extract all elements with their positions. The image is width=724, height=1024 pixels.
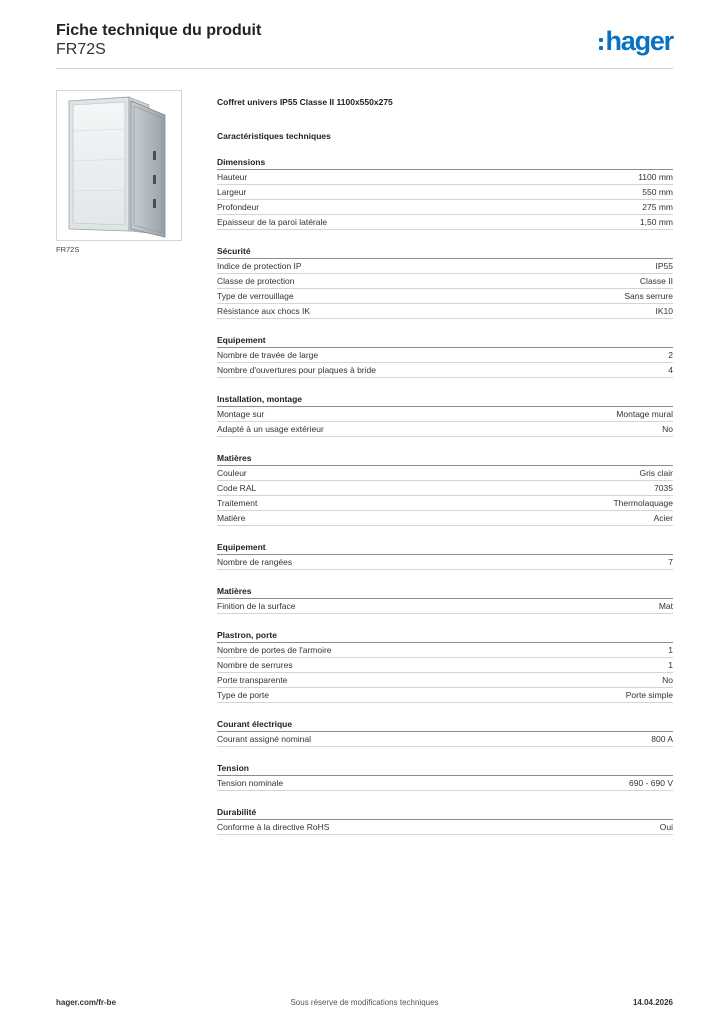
section-title: Plastron, porte <box>217 629 673 643</box>
spec-section <box>217 806 673 835</box>
spec-label: Classe de protection <box>217 276 295 286</box>
spec-label: Finition de la surface <box>217 601 296 611</box>
spec-row <box>217 422 673 437</box>
section-title: Dimensions <box>217 156 673 170</box>
footer-date: 14.04.2026 <box>632 998 673 1007</box>
spec-value: No <box>662 424 673 434</box>
spec-content <box>217 96 673 835</box>
spec-section <box>217 156 673 230</box>
spec-section <box>217 585 673 614</box>
product-description: Coffret univers IP55 Classe II 1100x550x275 <box>217 97 393 107</box>
spec-sections <box>217 156 673 835</box>
spec-label: Indice de protection IP <box>217 261 302 271</box>
spec-row <box>217 688 673 703</box>
document-title: Fiche technique du produit <box>56 22 262 39</box>
spec-row <box>217 555 673 570</box>
section-title: Sécurité <box>217 245 673 259</box>
spec-section <box>217 452 673 526</box>
spec-row <box>217 658 673 673</box>
spec-value: 1100 mm <box>638 172 673 182</box>
spec-row <box>217 348 673 363</box>
spec-row <box>217 496 673 511</box>
spec-row <box>217 732 673 747</box>
spec-value: 2 <box>668 350 673 360</box>
spec-row <box>217 200 673 215</box>
spec-value: 690 - 690 V <box>629 778 673 788</box>
spec-row <box>217 170 673 185</box>
page-footer <box>56 998 673 1010</box>
spec-section <box>217 334 673 378</box>
spec-label: Profondeur <box>217 202 260 212</box>
section-title: Matières <box>217 585 673 599</box>
spec-value: Montage mural <box>616 409 673 419</box>
spec-label: Type de verrouillage <box>217 291 294 301</box>
spec-section <box>217 541 673 570</box>
spec-label: Nombre de rangées <box>217 557 293 567</box>
spec-value: 4 <box>668 365 673 375</box>
spec-label: Adapté à un usage extérieur <box>217 424 324 434</box>
spec-label: Couleur <box>217 468 247 478</box>
spec-value: Porte simple <box>625 690 673 700</box>
spec-row <box>217 274 673 289</box>
spec-value: 7 <box>668 557 673 567</box>
section-title: Tension <box>217 762 673 776</box>
spec-row <box>217 776 673 791</box>
section-title: Equipement <box>217 334 673 348</box>
spec-label: Conforme à la directive RoHS <box>217 822 330 832</box>
section-title: Courant électrique <box>217 718 673 732</box>
spec-section <box>217 245 673 319</box>
enclosure-icon <box>57 91 181 240</box>
spec-value: IP55 <box>655 261 673 271</box>
spec-section <box>217 393 673 437</box>
section-title: Equipement <box>217 541 673 555</box>
logo-text: hager <box>605 26 673 56</box>
footer-disclaimer: Sous réserve de modifications techniques <box>290 998 439 1007</box>
spec-row <box>217 289 673 304</box>
spec-label: Type de porte <box>217 690 269 700</box>
section-title: Durabilité <box>217 806 673 820</box>
spec-label: Nombre d'ouvertures pour plaques à bride <box>217 365 376 375</box>
spec-value: 1,50 mm <box>639 217 673 227</box>
spec-section <box>217 718 673 747</box>
spec-label: Montage sur <box>217 409 265 419</box>
spec-value: Gris clair <box>639 468 673 478</box>
spec-value: IK10 <box>655 306 673 316</box>
spec-row <box>217 466 673 481</box>
spec-value: 1 <box>668 660 673 670</box>
characteristics-title: Caractéristiques techniques <box>217 131 331 141</box>
spec-label: Nombre de serrures <box>217 660 293 670</box>
hager-logo <box>599 26 673 56</box>
spec-value: 7035 <box>654 483 673 493</box>
spec-label: Courant assigné nominal <box>217 734 312 744</box>
spec-row <box>217 304 673 319</box>
spec-value: Mat <box>658 601 673 611</box>
spec-label: Hauteur <box>217 172 248 182</box>
logo-dots-icon <box>599 38 603 50</box>
spec-label: Nombre de travée de large <box>217 350 319 360</box>
spec-label: Matière <box>217 513 246 523</box>
spec-label: Epaisseur de la paroi latérale <box>217 217 328 227</box>
spec-row <box>217 363 673 378</box>
spec-value: 1 <box>668 645 673 655</box>
spec-label: Code RAL <box>217 483 257 493</box>
product-code: FR72S <box>56 41 106 58</box>
spec-label: Nombre de portes de l'armoire <box>217 645 332 655</box>
page-header <box>56 20 673 69</box>
spec-value: 550 mm <box>642 187 673 197</box>
product-image <box>56 90 182 241</box>
section-title: Matières <box>217 452 673 466</box>
image-caption: FR72S <box>56 245 80 254</box>
spec-value: Acier <box>653 513 673 523</box>
footer-website: hager.com/fr-be <box>56 998 117 1007</box>
spec-row <box>217 511 673 526</box>
spec-section <box>217 629 673 703</box>
spec-row <box>217 599 673 614</box>
section-title: Installation, montage <box>217 393 673 407</box>
spec-value: Classe II <box>639 276 673 286</box>
spec-value: 275 mm <box>642 202 673 212</box>
spec-row <box>217 407 673 422</box>
spec-row <box>217 259 673 274</box>
spec-label: Largeur <box>217 187 247 197</box>
spec-value: Oui <box>659 822 673 832</box>
spec-label: Porte transparente <box>217 675 288 685</box>
spec-label: Résistance aux chocs IK <box>217 306 311 316</box>
spec-value: Thermolaquage <box>613 498 673 508</box>
spec-label: Traitement <box>217 498 258 508</box>
spec-value: No <box>662 675 673 685</box>
spec-value: 800 A <box>651 734 673 744</box>
spec-section <box>217 762 673 791</box>
spec-label: Tension nominale <box>217 778 284 788</box>
spec-row <box>217 673 673 688</box>
spec-row <box>217 481 673 496</box>
spec-row <box>217 215 673 230</box>
spec-row <box>217 185 673 200</box>
spec-row <box>217 820 673 835</box>
spec-value: Sans serrure <box>624 291 673 301</box>
spec-row <box>217 643 673 658</box>
